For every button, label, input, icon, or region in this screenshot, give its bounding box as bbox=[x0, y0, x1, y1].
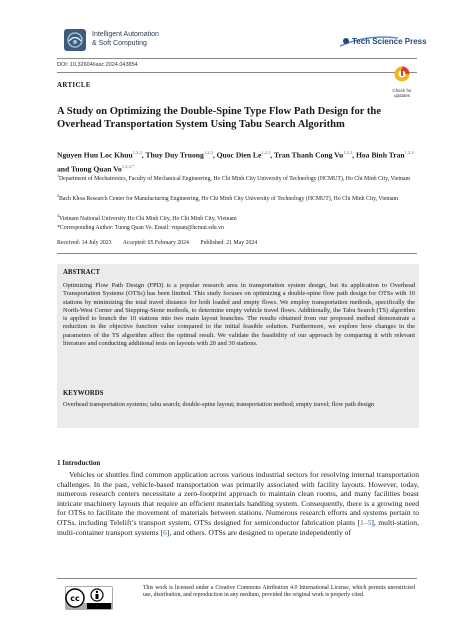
header-divider bbox=[57, 58, 417, 59]
dates-divider bbox=[57, 253, 417, 254]
citation-link[interactable]: 6 bbox=[163, 527, 167, 537]
author-name: Hoa Binh Tran bbox=[355, 150, 405, 160]
citation-link[interactable]: 1–5 bbox=[360, 517, 372, 527]
intro-text-part: ], and others. OTSs are designed to operate independently of bbox=[166, 527, 351, 537]
affiliation-marker: 3 bbox=[57, 213, 59, 218]
footer-divider bbox=[57, 578, 417, 579]
publisher-name: Tech Science Press bbox=[352, 37, 427, 46]
date-received: Received: 14 July 2023 bbox=[57, 240, 112, 246]
keywords-box bbox=[57, 386, 419, 428]
check-for-updates-icon bbox=[394, 66, 410, 82]
author-affiliation-marker[interactable]: 1,2,3 bbox=[404, 150, 414, 155]
corresponding-author: *Corresponding Author: Tuong Quan Vo. Email: vtquan@hcmut.edu.vn bbox=[57, 225, 224, 231]
journal-header bbox=[0, 0, 474, 56]
journal-name-line2: & Soft Computing bbox=[92, 40, 147, 47]
paper-title: A Study on Optimizing the Double-Spine Type Flow Path Design for the Overhead Transportation System Using Tabu Search Algorithm bbox=[57, 106, 382, 130]
affiliation-3 bbox=[57, 212, 417, 223]
affiliation-1 bbox=[57, 172, 417, 183]
date-accepted: Accepted: 05 February 2024 bbox=[122, 240, 189, 246]
author-affiliation-marker[interactable]: 1,2,3 bbox=[261, 150, 271, 155]
affiliation-text: Vietnam National University Ho Chi Minh City, Ho Chi Minh City, Vietnam bbox=[59, 215, 237, 222]
intro-text-part: ], multi-station, multi-container transport systems [ bbox=[57, 517, 419, 537]
author-separator: and bbox=[57, 164, 72, 174]
affiliation-marker: 2 bbox=[57, 193, 59, 198]
license-text: This work is licensed under a Creative Commons Attribution 4.0 International License, which permits unrestricted use, distribution, and reproduction in any medium, provided the original work is properly cited. bbox=[143, 585, 415, 599]
author-separator: , bbox=[270, 150, 275, 160]
svg-text:cc: cc bbox=[70, 594, 80, 603]
author-separator: , bbox=[141, 150, 146, 160]
abstract-text: Optimizing Flow Path Design (FPD) is a popular research area in transportation system design, but its application to Overhead Transportation Systems (OTSs) has been limited. This study focuses on optimizing a double-spine flow path design for OTSs with 10 stations by minimizing the total travel distance for both loaded and empty flows. We employ transportation methods, specifically the North-West Corner and Stepping-Stone methods, to determine empty vehicle travel flows. Additionally, the Tabu Search (TS) algorithm is applied to branch the 10 stations into two main layout branches. The results obtained from our proposed method demonstrate a reduction in the objective function value compared to the initial feasible solution. Furthermore, we explore how changes in the parameters of the TS algorithm affect the optimal result. We validate the feasibility of our approach by comparing it with relevant literature and conducting additional tests on layouts with 20 and 30 stations. bbox=[63, 282, 415, 347]
doi-link[interactable]: DOI: 10.32604/iasc.2024.043854 bbox=[57, 62, 138, 68]
affiliation-text: Department of Mechatronics, Faculty of Mechanical Engineering, Ho Chi Minh City University of Technology (HCMUT), Ho Chi Minh City, Vietnam bbox=[59, 175, 411, 182]
journal-logo-icon bbox=[64, 29, 86, 51]
check-updates-line1: Check for bbox=[392, 88, 412, 93]
intro-text-part: Vehicles or shuttles find common application across various industrial sectors for resolving internal transportation challenges. In the past, vehicle-based transportation was primarily associated with facility layouts. However, today, numerous research centers necessitate a zero-footprint approach to maintain clean rooms, and many facilities boast intricate machinery layouts that require an efficient materials handling system. Consequently, there is a growing need for OTSs to facilitate the movement of materials between stations. Numerous research efforts and systems pertain to OTSs, including Telelift’s transport system, OTSs designed for semiconductor fabrication plants [ bbox=[57, 470, 419, 527]
affiliation-2 bbox=[57, 192, 417, 203]
author-name: Tran Thanh Cong Vu bbox=[274, 150, 344, 160]
author-affiliation-marker[interactable]: 1,2,3,* bbox=[121, 163, 135, 169]
check-for-updates-badge[interactable] bbox=[388, 66, 416, 100]
affiliation-text: Bach Khoa Research Center for Manufacturing Engineering, Ho Chi Minh City University of Technology (HCMUT), Ho Chi Minh City, Vietnam bbox=[59, 195, 399, 202]
author-name: Thuy Duy Truong bbox=[145, 150, 204, 160]
date-published: Published: 21 May 2024 bbox=[200, 240, 258, 246]
article-type-label: ARTICLE bbox=[57, 81, 91, 89]
doi-divider bbox=[57, 72, 417, 73]
author-separator: , bbox=[352, 150, 356, 160]
author-list bbox=[57, 147, 419, 174]
affiliation-marker: 1 bbox=[57, 173, 59, 178]
author-affiliation-marker[interactable]: 1,2,3 bbox=[203, 150, 213, 155]
introduction-paragraph bbox=[57, 470, 419, 537]
section-heading-introduction: 1 Introduction bbox=[57, 459, 101, 467]
publication-dates bbox=[57, 240, 267, 246]
creative-commons-by-icon[interactable] bbox=[65, 586, 113, 610]
journal-name bbox=[92, 30, 159, 48]
author-affiliation-marker[interactable]: 1,2,3 bbox=[343, 150, 353, 155]
abstract-box bbox=[57, 264, 419, 406]
check-updates-line2: updates bbox=[393, 93, 410, 98]
author-name: Nguyen Huu Loc Khuu bbox=[57, 150, 133, 160]
keywords-heading: KEYWORDS bbox=[63, 390, 104, 397]
abstract-heading: ABSTRACT bbox=[63, 269, 101, 276]
author-name: Quoc Dien Le bbox=[216, 150, 262, 160]
author-affiliation-marker[interactable]: 1,2,3 bbox=[132, 150, 142, 155]
author-separator: , bbox=[212, 150, 217, 160]
journal-name-line1: Intelligent Automation bbox=[92, 31, 159, 38]
author-name: Tuong Quan Vo bbox=[71, 164, 122, 174]
keywords-text: Overhead transportation systems; tabu search; double-spine layout; transportation method; empty travel; flow path design bbox=[63, 401, 375, 408]
